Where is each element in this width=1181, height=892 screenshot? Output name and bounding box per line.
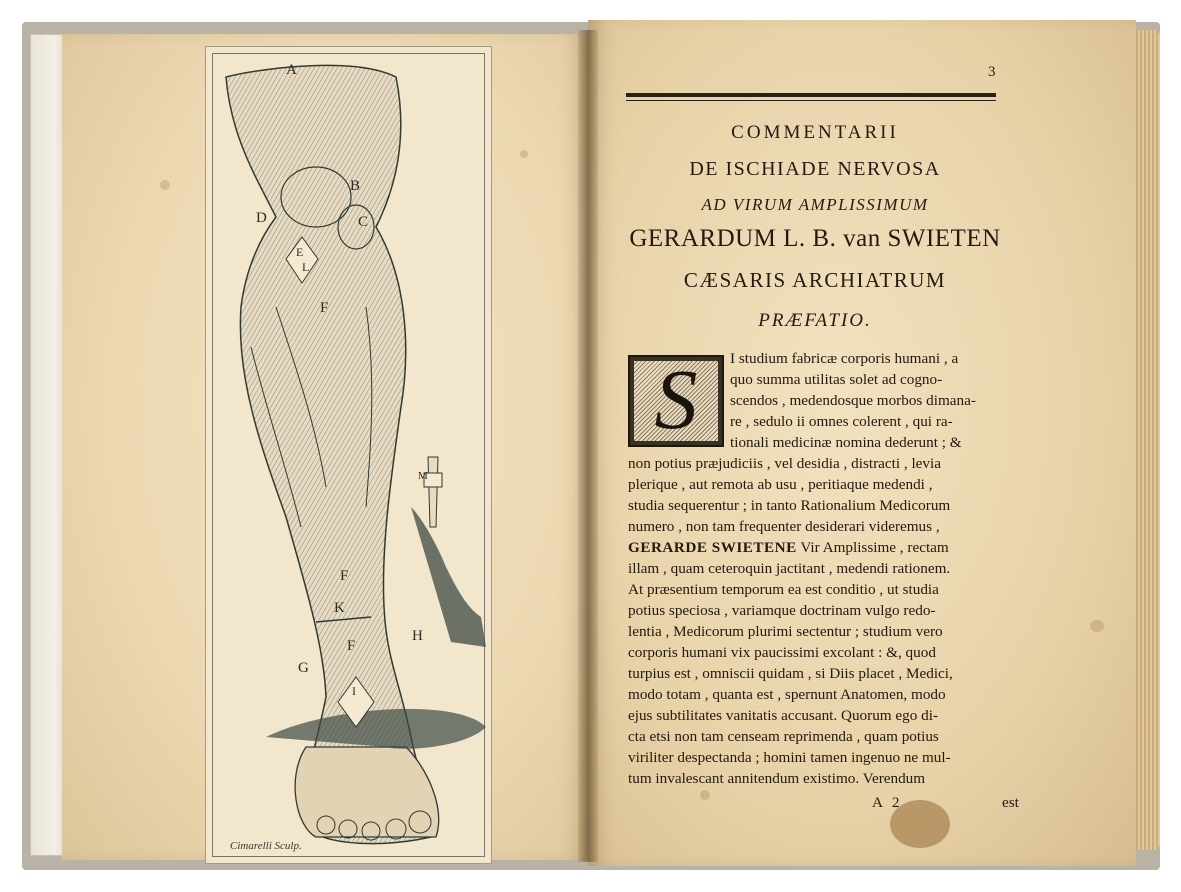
body-line: plerique , aut remota ab usu , peritiaque medendi , xyxy=(628,476,933,493)
body-line: non potius præjudiciis , vel desidia , distracti , levia xyxy=(628,455,941,472)
title-line: COMMENTARII xyxy=(731,122,899,143)
body-line: numero , non tam frequenter desiderari videremus , xyxy=(628,518,940,535)
plate-letter: E xyxy=(296,245,304,259)
foxing-stain xyxy=(160,180,170,190)
plate-letter: B xyxy=(350,178,361,194)
plate-letter: F xyxy=(340,568,349,584)
book-gutter xyxy=(578,30,598,862)
title-line: GERARDUM L. B. van SWIETEN xyxy=(629,225,1001,252)
title-line: AD VIRUM AMPLISSIMUM xyxy=(701,195,929,214)
body-line: quo summa utilitas solet ad cogno- xyxy=(730,371,943,388)
body-line: studia sequerentur ; in tanto Rationalium Medicorum xyxy=(628,497,951,514)
plate-letter: A xyxy=(286,62,297,78)
body-line: corporis humani vix paucissimi excolant : &, quod xyxy=(628,644,936,661)
body-line-emphasis xyxy=(628,539,949,557)
body-line: ejus subtilitates vanitatis accusant. Quorum ego di- xyxy=(628,707,939,724)
body-line: re , sedulo ii omnes colerent , qui ra- xyxy=(730,413,953,430)
plate-letter: H xyxy=(412,628,423,644)
title-line: PRÆFATIO. xyxy=(758,310,872,331)
plate-letter: D xyxy=(256,210,267,226)
foxing-stain xyxy=(700,790,710,800)
title-line: CÆSARIS ARCHIATRUM xyxy=(683,268,947,292)
body-line: cta etsi non tam censeam reprimenda , quam potius xyxy=(628,728,939,745)
signature-mark: A 2 xyxy=(872,794,903,811)
body-line: I studium fabricæ corporis humani , a xyxy=(730,350,959,367)
plate-letter: C xyxy=(358,214,369,230)
body-line: At præsentium temporum ea est conditio , ut studia xyxy=(628,581,939,598)
plate-letter: M xyxy=(418,470,428,482)
header-rule-thin xyxy=(626,100,996,101)
plate-letter: I xyxy=(352,684,356,698)
plate-letter: K xyxy=(334,600,345,616)
body-line: illam , quam ceteroquin jactitant , medendi rationem. xyxy=(628,560,951,577)
plate-letter: F xyxy=(320,300,329,316)
body-line: scendos , medendosque morbos dimana- xyxy=(730,392,976,409)
anatomical-plate xyxy=(205,46,492,864)
leg-engraving xyxy=(206,47,491,863)
body-line: potius speciosa , variamque doctrinam vulgo redo- xyxy=(628,602,936,619)
engraver-signature: Cimarelli Sculp. xyxy=(230,840,302,852)
header-rule xyxy=(626,93,996,97)
catchword: est xyxy=(1002,794,1019,811)
foxing-stain xyxy=(1090,620,1104,632)
drop-cap-initial xyxy=(628,351,724,447)
plate-letter: F xyxy=(347,638,356,654)
body-line: tionali medicinæ nomina dederunt ; & xyxy=(730,434,962,451)
body-line: turpius est , omniscii quidam , si Diis placet , Medici, xyxy=(628,665,953,682)
title-line: DE ISCHIADE NERVOSA xyxy=(689,158,941,180)
body-line: lentia , Medicorum plurimi sectentur ; studium vero xyxy=(628,623,943,640)
body-line: viriliter despectanda ; homini tamen ingenuo ne mul- xyxy=(628,749,951,766)
body-line: tum invalescant annitendum existimo. Verendum xyxy=(628,770,926,787)
plate-letter: G xyxy=(298,660,309,676)
drop-cap-letter: S xyxy=(654,351,698,447)
page-number: 3 xyxy=(988,64,996,80)
body-line-rest: Vir Amplissime , rectam xyxy=(800,539,949,556)
foxing-stain xyxy=(520,150,528,158)
body-line: modo totam , quanta est , spernunt Anatomen, modo xyxy=(628,686,946,703)
plate-letter: L xyxy=(302,260,310,274)
dedicatee-name: GERARDE SWIETENE xyxy=(628,539,797,556)
